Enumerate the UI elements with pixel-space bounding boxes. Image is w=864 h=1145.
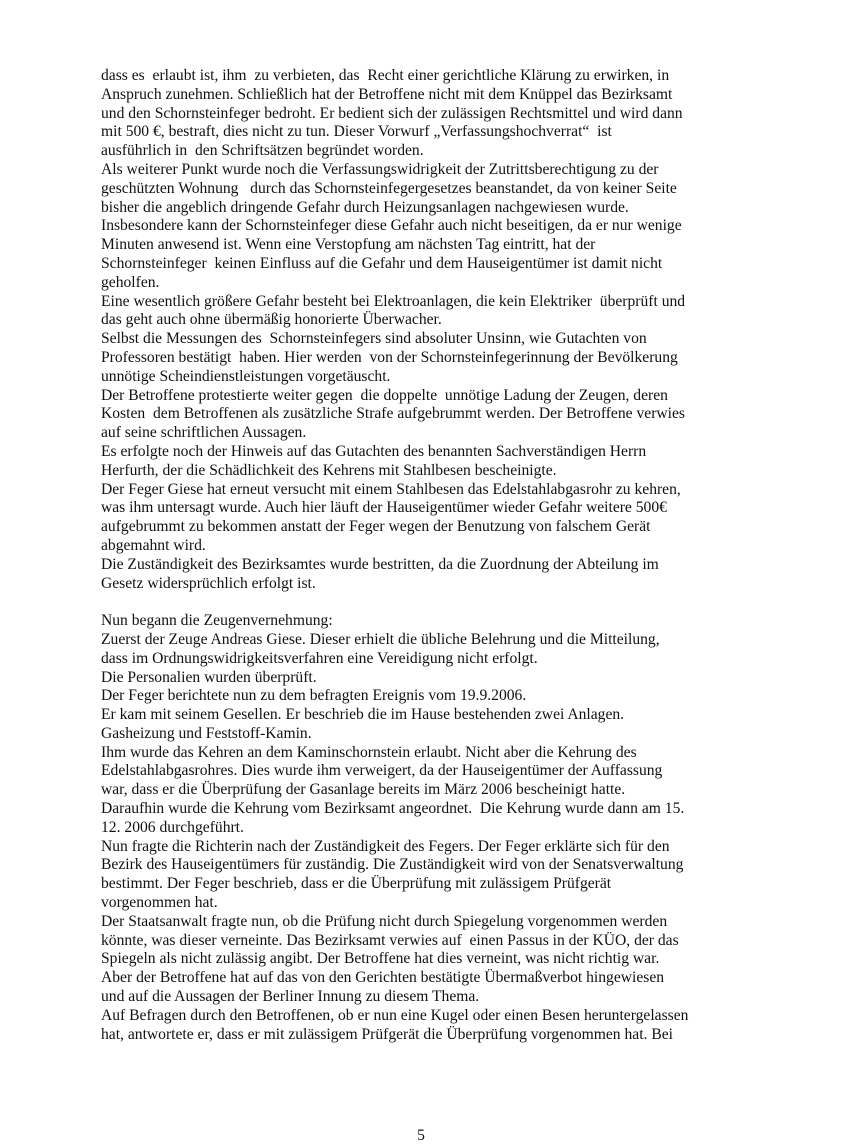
text-line: dass es erlaubt ist, ihm zu verbieten, das Recht einer gerichtliche Klärung zu erwirken, in (101, 67, 670, 84)
text-line: Nun begann die Zeugenvernehmung: (101, 612, 333, 630)
text-line: Der Betroffene protestierte weiter gegen die doppelte unnötige Ladung der Zeugen, deren (101, 386, 668, 404)
text-line: war, dass er die Überprüfung der Gasanlage bereits im März 2006 bescheinigt hatte. (101, 781, 626, 799)
text-line: mit 500 €, bestraft, dies nicht zu tun. Dieser Vorwurf „Verfassungshochverrat“ ist (101, 123, 612, 141)
text-line: hat, antwortete er, dass er mit zulässigem Prüfgerät die Überprüfung vorgenommen hat. Bei (101, 1025, 673, 1043)
text-line: Ihm wurde das Kehren an dem Kaminschornstein erlaubt. Nicht aber die Kehrung des (101, 743, 637, 761)
text-line: Nun fragte die Richterin nach der Zuständigkeit des Fegers. Der Feger erklärte sich für den (101, 837, 670, 855)
text-line: Die Personalien wurden überprüft. (101, 668, 317, 686)
text-line: und den Schornsteinfeger bedroht. Er bedient sich der zulässigen Rechtsmittel und wird dann (101, 104, 683, 122)
page-number: 5 (417, 1127, 425, 1144)
text-line: geschützten Wohnung durch das Schornsteinfegergesetzes beanstandet, da von keiner Seite (101, 179, 677, 197)
text-line: Der Feger berichtete nun zu dem befragten Ereignis vom 19.9.2006. (101, 687, 527, 705)
text-line: Kosten dem Betroffenen als zusätzliche Strafe aufgebrummt werden. Der Betroffene verwies (101, 405, 685, 423)
text-line: was ihm untersagt wurde. Auch hier läuft der Hauseigentümer wieder Gefahr weitere 500€ (101, 499, 667, 517)
text-line: bisher die angeblich dringende Gefahr durch Heizungsanlagen nachgewiesen wurde. (101, 198, 629, 216)
text-line: Aber der Betroffene hat auf das von den Gerichten bestätigte Übermaßverbot hingewiesen (101, 969, 665, 987)
text-line: könnte, was dieser verneinte. Das Bezirksamt verwies auf einen Passus in der KÜO, der das (101, 931, 679, 949)
text-line: und auf die Aussagen der Berliner Innung zu diesem Thema. (101, 988, 480, 1006)
text-line: Daraufhin wurde die Kehrung vom Bezirksamt angeordnet. Die Kehrung wurde dann am 15. (101, 800, 685, 818)
text-line: Gesetz widersprüchlich erfolgt ist. (101, 574, 316, 592)
text-line: Eine wesentlich größere Gefahr besteht bei Elektroanlagen, die kein Elektriker überprüft und (101, 292, 686, 310)
text-line: Minuten anwesend ist. Wenn eine Verstopfung am nächsten Tag eintritt, hat der (101, 236, 596, 254)
text-line: geholfen. (101, 273, 160, 291)
text-line: Der Feger Giese hat erneut versucht mit einem Stahlbesen das Edelstahlabgasrohr zu kehren, (101, 480, 681, 498)
text-line: Als weiterer Punkt wurde noch die Verfassungswidrigkeit der Zutrittsberechtigung zu der (101, 160, 659, 178)
text-line: Insbesondere kann der Schornsteinfeger diese Gefahr auch nicht beseitigen, da er nur wenige (101, 217, 682, 235)
text-line: aufgebrummt zu bekommen anstatt der Feger wegen der Benutzung von falschem Gerät (101, 518, 651, 536)
text-line: Selbst die Messungen des Schornsteinfegers sind absoluter Unsinn, wie Gutachten von (101, 330, 647, 348)
text-line: unnötige Scheindienstleistungen vorgetäuscht. (101, 367, 391, 385)
text-line: ausführlich in den Schriftsätzen begründet worden. (101, 142, 424, 160)
body-text (101, 67, 781, 1044)
text-line: dass im Ordnungswidrigkeitsverfahren eine Vereidigung nicht erfolgt. (101, 649, 538, 667)
text-line: Herfurth, der die Schädlichkeit des Kehrens mit Stahlbesen bescheinigte. (101, 461, 557, 479)
text-line: bestimmt. Der Feger beschrieb, dass er die Überprüfung mit zulässigem Prüfgerät (101, 875, 612, 893)
text-line: Auf Befragen durch den Betroffenen, ob er nun eine Kugel oder einen Besen heruntergelassen (101, 1006, 689, 1024)
text-line: Edelstahlabgasrohres. Dies wurde ihm verweigert, da der Hauseigentümer der Auffassung (101, 762, 663, 780)
text-line: abgemahnt wird. (101, 536, 206, 554)
text-line: auf seine schriftlichen Aussagen. (101, 424, 307, 442)
text-line: 12. 2006 durchgeführt. (101, 818, 244, 836)
text-line: Es erfolgte noch der Hinweis auf das Gutachten des benannten Sachverständigen Herrn (101, 442, 647, 460)
text-line: Gasheizung und Feststoff-Kamin. (101, 724, 312, 742)
text-line: Zuerst der Zeuge Andreas Giese. Dieser erhielt die übliche Belehrung und die Mitteilung, (101, 630, 660, 648)
text-line: Die Zuständigkeit des Bezirksamtes wurde bestritten, da die Zuordnung der Abteilung im (101, 555, 659, 573)
text-line: Bezirk des Hauseigentümers für zuständig. Die Zuständigkeit wird von der Senatsverwaltung (101, 856, 684, 874)
text-line: Der Staatsanwalt fragte nun, ob die Prüfung nicht durch Spiegelung vorgenommen werden (101, 912, 668, 930)
text-line: vorgenommen hat. (101, 894, 218, 912)
text-line: Anspruch zunehmen. Schließlich hat der Betroffene nicht mit dem Knüppel das Bezirksamt (101, 85, 673, 103)
text-line: Spiegeln als nicht zulässig angibt. Der Betroffene hat dies verneint, was nicht richtig war. (101, 950, 660, 968)
text-line (101, 593, 781, 612)
text-line: Professoren bestätigt haben. Hier werden von der Schornsteinfegerinnung der Bevölkerung (101, 348, 678, 366)
text-line: das geht auch ohne übermäßig honorierte Überwacher. (101, 311, 442, 329)
text-line: Schornsteinfeger keinen Einfluss auf die Gefahr und dem Hauseigentümer ist damit nicht (101, 254, 663, 272)
text-line: Er kam mit seinem Gesellen. Er beschrieb die im Hause bestehenden zwei Anlagen. (101, 706, 625, 724)
